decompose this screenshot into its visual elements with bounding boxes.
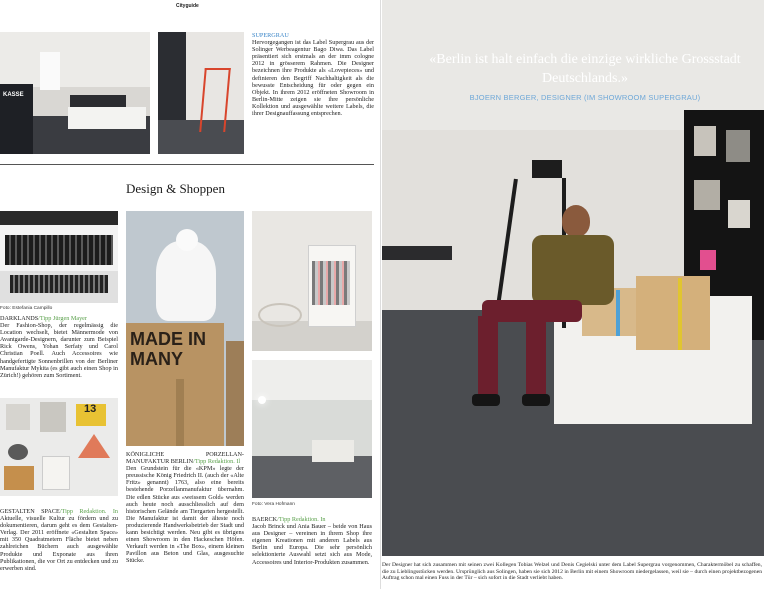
supergrau-article: [252, 32, 374, 117]
darklands-credit: Foto: Estefania Campillo: [0, 306, 53, 311]
photo-kpm-porcelain: [126, 211, 244, 446]
photo-store-interior: [0, 32, 150, 154]
photo-red-stand: [158, 32, 244, 154]
page-gutter: [380, 0, 381, 589]
gestalten-heading: GESTALTEN SPACE: [0, 508, 60, 515]
baerck-heading: BAERCK: [252, 516, 278, 523]
baerck-body: Jacob Brinck und Ania Bauer – beide von Haus aus Designer – vereinen in ihrem Shop ihre eigenen Kreationen mit anderen Labels aus Berlin und Europa. Die sehr persönlich selektionierte Auswahl setzt sich aus Mode, Accessoires und Interior-Produkten zusammen.: [252, 523, 372, 566]
darklands-article: [0, 315, 118, 379]
baerck-credit: Foto: Vera Hofmann: [252, 502, 295, 507]
darklands-tip: /Tipp Jürgen Mayer: [38, 315, 87, 322]
darklands-heading: DARKLANDS: [0, 315, 39, 322]
section-header: Cityguide: [176, 3, 199, 9]
photo-darklands: [0, 211, 118, 303]
darklands-body: Der Fashion-Shop, der regelmässig die Location wechselt, bietet Männermode von Avantgarde-Designern, darunter zum Beispiel Rick Owens, Yohan Serfaty und Carol Christian Poell. Auch Accessoires wie handgefertigte Sonnenbrillen von der Berliner Manufaktur Mykita (es gibt auch einen Shop in Zürich!) gehören zum Sortiment.: [0, 322, 118, 379]
crate-stamp-line1: MADE IN: [130, 329, 206, 349]
gestalten-article: [0, 508, 118, 572]
section-title: Design & Shoppen: [126, 181, 225, 196]
gestalten-tip: /Tipp Redaktion. In: [59, 508, 118, 515]
photo-gestalten: [0, 398, 118, 496]
baerck-article: [252, 516, 372, 566]
supergrau-heading: SUPERGRAU: [252, 32, 289, 39]
kpm-body: Den Grundstein für die «KPM» legte der preussische König Friedrich II. (auch der «Alte Fritz» genannt) 1763, also eine bereits bestehende Porzellanmanufaktur übernahm. Die edlen Stücke aus «weissem Gold» werden auch heute noch ausschliesslich auf dem historischen Gelände am Tiergarten hergestellt. Die Manufaktur ist damit der älteste noch produzierende Handwerksbetrieb der Stadt und kann besichtigt werden. Neu gibt es übrigens einen Showroom in den Hackeschen Höfen. Verkauft werden in «The Box», einem kleinen Pavillon aus Beton und Glas, ausgesuchte Stücke.: [126, 465, 244, 565]
kpm-tip: /Tipp Redaktion. Il: [193, 458, 241, 466]
poster-number: 13: [84, 403, 97, 415]
photo-baerck-rack: [252, 211, 372, 351]
kpm-article: [126, 451, 244, 565]
pull-quote: «Berlin ist halt einfach die einzige wirkliche Grossstadt Deutschlands.»: [429, 52, 741, 86]
kasse-sign: KASSE: [3, 92, 24, 98]
main-photo-caption: Der Designer hat sich zusammen mit seinen zwei Kollegen Tobias Welzel und Denis Cegielski unter dem Label Supergrau vorgenommen, Charaktermöbel zu schaffen, die zu Lieblingsstücken werden. Ursprünglich aus Solingen, haben sie sich 2012 in Berlin mit einem Showroom niedergelassen, weil sie – durch einen projektbezogenen Auftrag schon mal einen Fuss in der Tür – sich sofort in die Stadt verliebt haben.: [382, 562, 762, 582]
supergrau-body: Hervorgegangen ist das Label Supergrau aus der Solinger Werbeagentur Bago Diwa. Das Label präsentiert sich erstmals an der imm cologne 2012 in grösserem Rahmen. Die Designer bezeichnen ihre Produkte als «Lovepieces» und definieren den Begriff Nachhaltigkeit als die bewusste Entscheidung für oder gegen ein Objekt. In ihrem 2012 eröffneten Showroom in Berlin-Mitte zeigen sie ihre persönliche Kollektion und ausgewählte weitere Labels, die ihrer Designauffassung entsprechen.: [252, 39, 374, 118]
photo-baerck-interior: [252, 360, 372, 498]
crate-stamp-line2: MANY: [130, 349, 183, 369]
kpm-heading: KÖNIGLICHE PORZELLAN-MANUFAKTUR BERLIN: [126, 451, 244, 466]
section-divider: [0, 164, 374, 165]
quote-attribution: BJOERN BERGER, DESIGNER (IM SHOWROOM SUPERGRAU): [469, 93, 701, 102]
gestalten-body: Aktuelle, visuelle Kultur zu fördern und zu dokumentieren, darum geht es dem Gestalten-Verlag. Der 2011 eröffnete «Gestalten Space» mit 350 Quadratmetern Fläche bietet neben zahlreichen Büchern auch ausgewählte Produkte und Exponate aus ihren Publikationen, die vor Ort zu entdecken und zu erwerben sind.: [0, 515, 118, 572]
baerck-tip: /Tipp Redaktion. In: [277, 516, 326, 523]
